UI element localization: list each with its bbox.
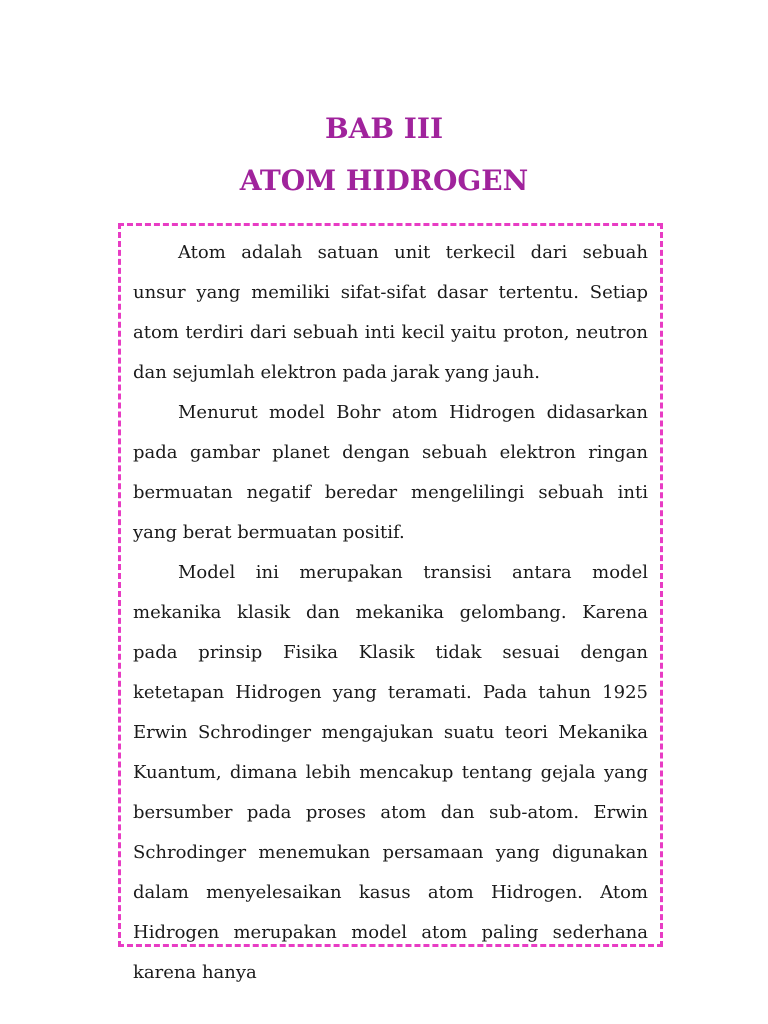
paragraph-1: Atom adalah satuan unit terkecil dari sebuah unsur yang memiliki sifat-sifat dasar tertentu. Setiap atom terdiri dari sebuah inti kecil yaitu proton, neutron dan sejumlah elektron pada jarak yang jauh.	[133, 242, 648, 383]
text-frame	[118, 223, 663, 983]
chapter-number: BAB III	[324, 112, 444, 145]
chapter-title: ATOM HIDROGEN	[239, 164, 529, 197]
paragraph-2: Menurut model Bohr atom Hidrogen didasarkan pada gambar planet dengan sebuah elektron ringan bermuatan negatif beredar mengelilingi sebuah inti yang berat bermuatan positif.	[133, 402, 648, 543]
paragraph-3: Model ini merupakan transisi antara model mekanika klasik dan mekanika gelombang. Karena pada prinsip Fisika Klasik tidak sesuai dengan ketetapan Hidrogen yang teramati. Pada tahun 1925 Erwin Schrodinger mengajukan suatu teori Mekanika Kuantum, dimana lebih mencakup tentang gejala yang bersumber pada proses atom dan sub-atom. Erwin Schrodinger menemukan persamaan yang digunakan dalam menyelesaikan kasus atom Hidrogen. Atom Hidrogen merupakan model atom paling sederhana karena hanya	[133, 562, 648, 983]
